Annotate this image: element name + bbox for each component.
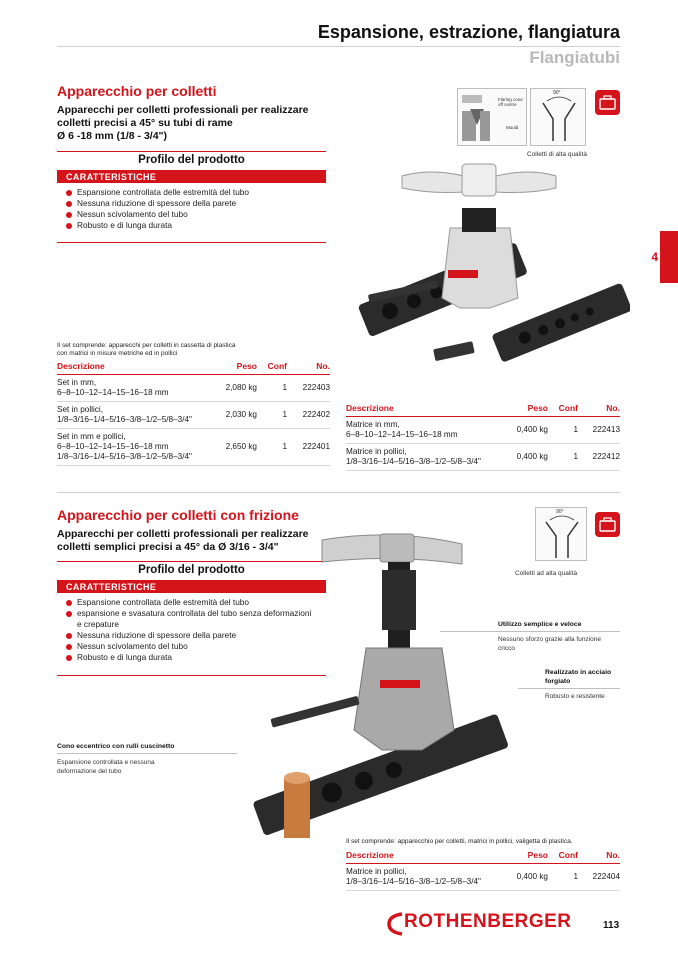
table-header-row: Descrizione Peso Conf No. — [346, 400, 620, 417]
callout-eccentric-cone-title: Cono eccentrico con rulli cuscinetto — [57, 743, 175, 750]
section1-image-caption: Colletti di alta qualità — [527, 151, 587, 158]
flare-angle-diagram-2: 90° — [535, 507, 587, 561]
toolbox-icon — [595, 512, 620, 537]
section2-features-header: CARATTERISTICHE — [57, 580, 326, 593]
feature-item: Espansione controllata delle estremità del tubo — [64, 597, 314, 608]
section2-description: Apparecchi per colletti professionali per realizzare colletti semplici precisi a 45° da Ø 3/16 - 3/4" — [57, 528, 309, 553]
table-row: Matrice in mm, 6–8–10–12–14–15–16–18 mm 0,400 kg 1 222413 — [346, 417, 620, 444]
header-divider — [57, 46, 620, 47]
section1-description: Apparecchi per colletti professionali per realizzare colletti precisi a 45° su tubi di rame Ø 6 -18 mm (1/8 - 3/4") — [57, 104, 309, 142]
section1-dies-table — [346, 400, 620, 471]
callout-eccentric-cone-text: Espansione controllata e nessuna deformazione del tubo — [57, 759, 155, 775]
callout-easy-use-title: Utilizzo semplice e veloce — [498, 621, 582, 628]
section1-features-rule — [57, 242, 326, 243]
table-header-row: Descrizione Peso Conf No. — [346, 847, 620, 864]
section1-features-header: CARATTERISTICHE — [57, 170, 326, 183]
flare-angle-diagram: 90° — [530, 88, 586, 146]
feature-item: Nessuna riduzione di spessore della parete — [64, 630, 314, 641]
flare-angle-illustration — [531, 89, 587, 147]
brand-wordmark: ROTHENBERGER — [404, 911, 572, 932]
page-title: Espansione, estrazione, flangiatura — [317, 22, 620, 42]
table-row: Matrice in pollici, 1/8–3/16–1/4–5/16–3/8–1/2–5/8–3/4" 0,400 kg 1 222404 — [346, 864, 620, 891]
page-subtitle: Flangiatubi — [529, 48, 620, 67]
section1-product-table — [57, 358, 330, 466]
page-number: 113 — [603, 920, 620, 931]
chapter-number: 4 — [651, 250, 658, 264]
toolbox-icon — [595, 90, 620, 115]
table-row: Set in pollici, 1/8–3/16–1/4–5/16–3/8–1/2–5/8–3/4" 2,030 kg 1 222402 — [57, 402, 330, 429]
callout-forged-steel-title: Realizzato in acciaio forgiato — [545, 669, 612, 685]
table-row: Set in mm e pollici, 6–8–10–12–14–15–16–18 mm 1/8–3/16–1/4–5/16–3/8–1/2–5/8–3/4" 2,650 kg 1 222401 — [57, 429, 330, 466]
section2-title: Apparecchio per colletti con frizione — [57, 507, 299, 523]
section2-product-table — [346, 847, 620, 891]
feature-item: espansione e svasatura controllata del tubo senza deformazioni e crepature — [64, 608, 314, 630]
section2-image-caption: Colletti ad alta qualità — [515, 570, 578, 577]
callout-eccentric-cone-rule — [57, 753, 237, 754]
callout-easy-use-text: Nessuno sforzo grazie alla funzione cricco — [498, 636, 601, 652]
chapter-tab — [660, 231, 678, 283]
section1-title: Apparecchio per colletti — [57, 83, 217, 99]
section1-profile-heading: Profilo del prodotto — [57, 151, 326, 166]
table-row: Matrice in pollici, 1/8–3/16–1/4–5/16–3/8–1/2–5/8–3/4" 0,400 kg 1 222412 — [346, 444, 620, 471]
table-row: Set in mm, 6–8–10–12–14–15–16–18 mm 2,080 kg 1 222403 — [57, 375, 330, 402]
section1-feature-list — [64, 187, 326, 231]
friction-flaring-tool-product-image — [232, 530, 532, 840]
flaring-cone-diagram: Flaring cone off centre Mould — [457, 88, 527, 146]
callout-easy-use-rule — [440, 631, 620, 632]
flaring-tool-product-image — [340, 158, 630, 376]
feature-item: Robusto e di lunga durata — [64, 652, 314, 663]
feature-item: Nessun scivolamento del tubo — [64, 209, 326, 220]
callout-forged-steel-text: Robusto e resistente — [545, 693, 605, 700]
feature-item: Robusto e di lunga durata — [64, 220, 326, 231]
flare-angle-illustration-2 — [536, 508, 588, 562]
feature-item: Nessun scivolamento del tubo — [64, 641, 314, 652]
section1-set-note: Il set comprende: apparecchi per colletti in cassetta di plastica con matrici in misure metriche ed in pollici — [57, 342, 236, 357]
brand-logo-icon — [386, 911, 406, 937]
section2-profile-heading: Profilo del prodotto — [57, 561, 326, 576]
section-divider — [57, 492, 620, 493]
callout-forged-steel-rule — [518, 688, 620, 689]
feature-item: Espansione controllata delle estremità del tubo — [64, 187, 326, 198]
feature-item: Nessuna riduzione di spessore della parete — [64, 198, 326, 209]
table-header-row: Descrizione Peso Conf No. — [57, 358, 330, 375]
section2-set-note: Il set comprende: apparecchio per colletti, matrici in pollici, valigetta di plastica. — [346, 838, 573, 845]
